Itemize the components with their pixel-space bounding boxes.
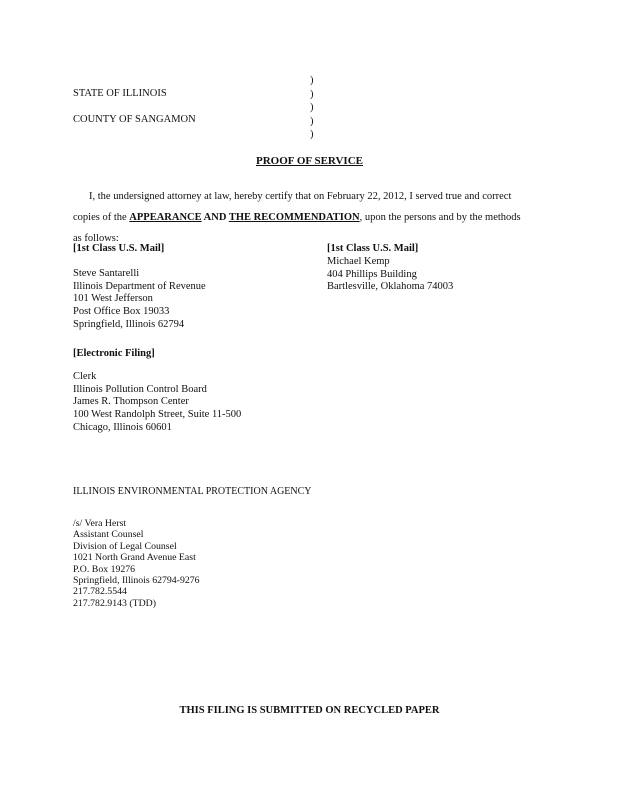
address-line: James R. Thompson Center bbox=[73, 396, 189, 408]
caption-paren: ) bbox=[310, 115, 314, 127]
signature-line: 1021 North Grand Avenue East bbox=[73, 552, 196, 564]
certification-line-3: as follows: bbox=[73, 233, 119, 244]
signature-line: Division of Legal Counsel bbox=[73, 540, 177, 552]
address-line: Illinois Pollution Control Board bbox=[73, 383, 207, 395]
caption-paren: ) bbox=[310, 129, 314, 141]
certification-paragraph bbox=[73, 186, 553, 249]
address-line: Bartlesville, Oklahoma 74003 bbox=[327, 281, 454, 293]
document-appearance: APPEARANCE bbox=[129, 212, 202, 223]
service-recipient-kemp bbox=[327, 243, 453, 294]
recycled-paper-footer: THIS FILING IS SUBMITTED ON RECYCLED PAPER bbox=[179, 705, 440, 716]
address-line: 101 West Jefferson bbox=[73, 293, 153, 305]
address-line: Chicago, Illinois 60601 bbox=[73, 421, 172, 433]
service-method-mail: [1st Class U.S. Mail] bbox=[327, 243, 419, 254]
document-recommendation: THE RECOMMENDATION bbox=[228, 212, 360, 223]
signature-line: P.O. Box 19276 bbox=[73, 563, 136, 575]
caption-state: STATE OF ILLINOIS bbox=[73, 88, 167, 99]
signature-block bbox=[73, 518, 200, 609]
line-2-suffix: , upon the persons and by the methods bbox=[359, 212, 521, 223]
address-line: 404 Phillips Building bbox=[327, 268, 417, 280]
agency-name: ILLINOIS ENVIRONMENTAL PROTECTION AGENCY bbox=[73, 486, 312, 497]
service-method-mail: [1st Class U.S. Mail] bbox=[73, 243, 165, 254]
caption-paren: ) bbox=[310, 102, 314, 114]
address-line: 100 West Randolph Street, Suite 11-500 bbox=[73, 409, 242, 421]
signature-line: Springfield, Illinois 62794-9276 bbox=[73, 575, 200, 587]
document-title: PROOF OF SERVICE bbox=[256, 155, 363, 167]
address-line: Illinois Department of Revenue bbox=[73, 280, 206, 292]
address-line: Springfield, Illinois 62794 bbox=[73, 318, 185, 330]
caption-county: COUNTY OF SANGAMON bbox=[73, 114, 196, 125]
certification-line-2 bbox=[73, 207, 553, 228]
address-line: Steve Santarelli bbox=[73, 267, 140, 279]
signature-line: Assistant Counsel bbox=[73, 529, 144, 541]
service-recipient-clerk bbox=[73, 348, 241, 435]
address-line: Michael Kemp bbox=[327, 255, 390, 267]
certification-line-1: I, the undersigned attorney at law, hereby certify that on February 22, 2012, I served true and correct bbox=[89, 191, 512, 202]
line-2-prefix: copies of the bbox=[73, 212, 130, 223]
address-line: Post Office Box 19033 bbox=[73, 306, 170, 318]
caption-paren: ) bbox=[310, 75, 314, 86]
service-recipient-revenue bbox=[73, 243, 206, 332]
signature-line: 217.782.9143 (TDD) bbox=[73, 597, 156, 609]
caption-parentheses bbox=[310, 74, 322, 142]
document-conjunction: AND bbox=[201, 212, 229, 223]
caption-paren: ) bbox=[310, 88, 314, 100]
signature-line: 217.782.5544 bbox=[73, 586, 127, 598]
address-line: Clerk bbox=[73, 370, 97, 382]
signature-line: /s/ Vera Herst bbox=[73, 518, 127, 529]
service-method-electronic: [Electronic Filing] bbox=[73, 348, 155, 359]
